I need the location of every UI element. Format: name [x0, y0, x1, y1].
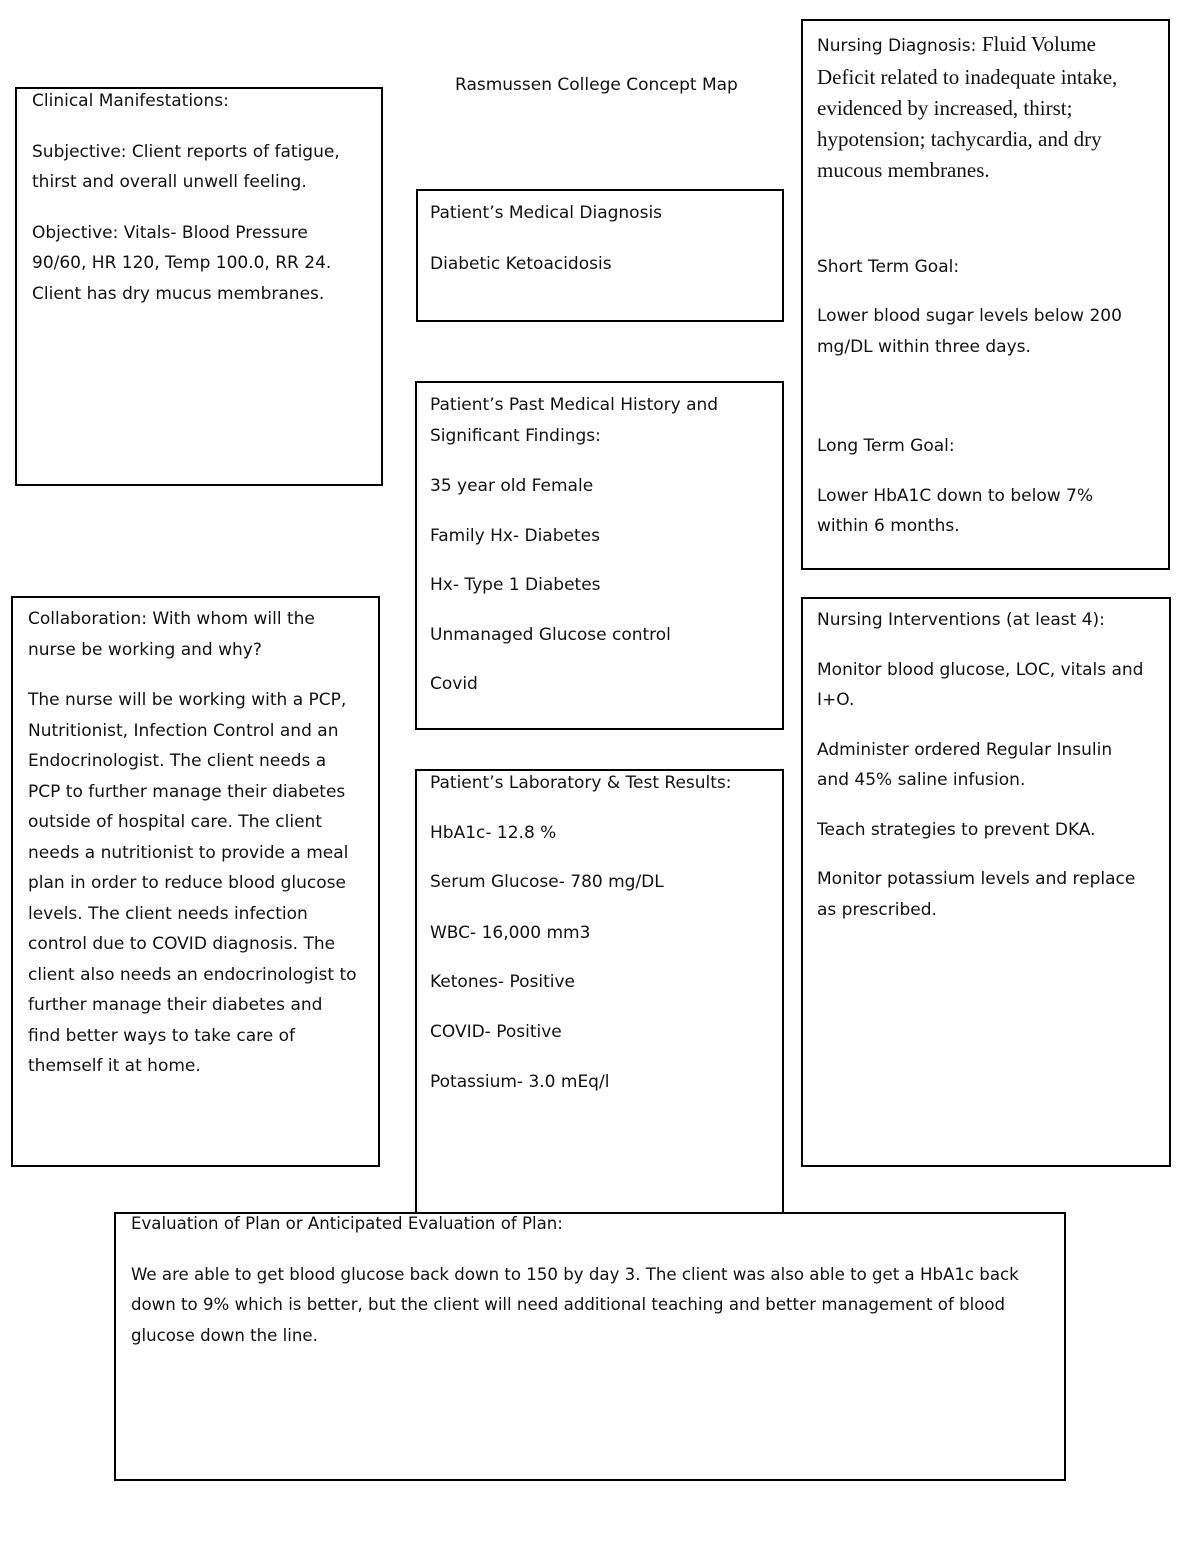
objective-line: Objective: Vitals- Blood Pressure	[32, 222, 308, 243]
collaboration-line: The nurse will be working with a PCP,	[28, 690, 347, 710]
clinical-manifestations-box	[15, 87, 383, 486]
short-term-goal-text: mg/DL within three days.	[817, 336, 1031, 357]
nursing-interventions-box	[801, 597, 1171, 1167]
nursing-diagnosis-text: Fluid Volume	[981, 32, 1096, 56]
past-history-heading: Significant Findings:	[430, 425, 601, 446]
nursing-diagnosis-box	[801, 19, 1170, 570]
lab-item: Potassium- 3.0 mEq/l	[430, 1072, 610, 1092]
interventions-heading: Nursing Interventions (at least 4):	[817, 610, 1105, 630]
intervention-line: Administer ordered Regular Insulin	[817, 739, 1113, 760]
intervention-line: as prescribed.	[817, 899, 937, 920]
clinical-manifestations-heading: Clinical Manifestations:	[32, 91, 229, 111]
collaboration-heading: nurse be working and why?	[28, 639, 262, 660]
medical-diagnosis-heading: Patient’s Medical Diagnosis	[430, 203, 663, 223]
intervention-line: Teach strategies to prevent DKA.	[817, 819, 1096, 840]
lab-results-heading: Patient’s Laboratory & Test Results:	[430, 773, 732, 793]
history-item: Covid	[430, 674, 478, 694]
collaboration-line: themself it at home.	[28, 1056, 201, 1076]
history-item: Family Hx- Diabetes	[430, 525, 600, 546]
lab-results-box	[415, 769, 784, 1239]
intervention-line: and 45% saline infusion.	[817, 770, 1026, 790]
collaboration-line: PCP to further manage their diabetes	[28, 781, 346, 802]
collaboration-line: client also needs an endocrinologist to	[28, 964, 357, 985]
subjective-line: thirst and overall unwell feeling.	[32, 172, 307, 192]
intervention-line: I+O.	[817, 690, 855, 710]
collaboration-line: plan in order to reduce blood glucose	[28, 873, 346, 893]
nursing-diagnosis-text: evidenced by increased, thirst;	[817, 95, 1073, 120]
collaboration-line: Nutritionist, Infection Control and an	[28, 720, 339, 741]
collaboration-line: Endocrinologist. The client needs a	[28, 751, 327, 771]
subjective-line: Subjective: Client reports of fatigue,	[32, 141, 340, 162]
collaboration-line: further manage their diabetes and	[28, 995, 323, 1015]
long-term-goal-heading: Long Term Goal:	[817, 436, 955, 456]
lab-item: Ketones- Positive	[430, 972, 575, 992]
past-history-heading: Patient’s Past Medical History and	[430, 395, 719, 415]
objective-line: 90/60, HR 120, Temp 100.0, RR 24.	[32, 253, 332, 273]
lab-item: WBC- 16,000 mm3	[430, 922, 591, 943]
evaluation-heading: Evaluation of Plan or Anticipated Evaluation of Plan:	[131, 1214, 563, 1233]
long-term-goal-text: within 6 months.	[817, 516, 960, 536]
evaluation-line: We are able to get blood glucose back down to 150 by day 3. The client was also able to get a HbA1c back	[131, 1264, 1019, 1284]
collaboration-line: control due to COVID diagnosis. The	[28, 934, 336, 954]
short-term-goal-text: Lower blood sugar levels below 200	[817, 306, 1122, 326]
past-history-box	[415, 381, 784, 730]
collaboration-line: outside of hospital care. The client	[28, 812, 322, 832]
long-term-goal-text: Lower HbA1C down to below 7%	[817, 485, 1094, 506]
lab-item: Serum Glucose- 780 mg/DL	[430, 872, 664, 892]
medical-diagnosis-box	[416, 189, 784, 322]
evaluation-line: glucose down the line.	[131, 1325, 318, 1345]
collaboration-line: levels. The client needs infection	[28, 903, 308, 924]
history-item: Hx- Type 1 Diabetes	[430, 575, 601, 595]
short-term-goal-heading: Short Term Goal:	[817, 256, 960, 277]
nursing-diagnosis-label: Nursing Diagnosis:	[817, 36, 977, 56]
nursing-diagnosis-text: hypotension; tachycardia, and dry	[817, 126, 1102, 151]
evaluation-line: down to 9% which is better, but the client will need additional teaching and better management of blood	[131, 1295, 1006, 1314]
evaluation-box	[114, 1212, 1066, 1481]
intervention-line: Monitor blood glucose, LOC, vitals and	[817, 659, 1144, 680]
nursing-diagnosis-text: Deficit related to inadequate intake,	[817, 64, 1118, 89]
lab-item: COVID- Positive	[430, 1021, 562, 1042]
lab-item: HbA1c- 12.8 %	[430, 822, 557, 843]
collaboration-line: find better ways to take care of	[28, 1025, 296, 1046]
history-item: Unmanaged Glucose control	[430, 624, 671, 645]
collaboration-box	[11, 596, 380, 1167]
collaboration-heading: Collaboration: With whom will the	[28, 609, 315, 629]
page-title: Rasmussen College Concept Map	[455, 75, 738, 95]
medical-diagnosis-value: Diabetic Ketoacidosis	[430, 253, 612, 274]
objective-line: Client has dry mucus membranes.	[32, 283, 325, 304]
history-item: 35 year old Female	[430, 476, 594, 496]
intervention-line: Monitor potassium levels and replace	[817, 869, 1136, 889]
nursing-diagnosis-text: mucous membranes.	[817, 157, 990, 182]
collaboration-line: needs a nutritionist to provide a meal	[28, 842, 349, 863]
